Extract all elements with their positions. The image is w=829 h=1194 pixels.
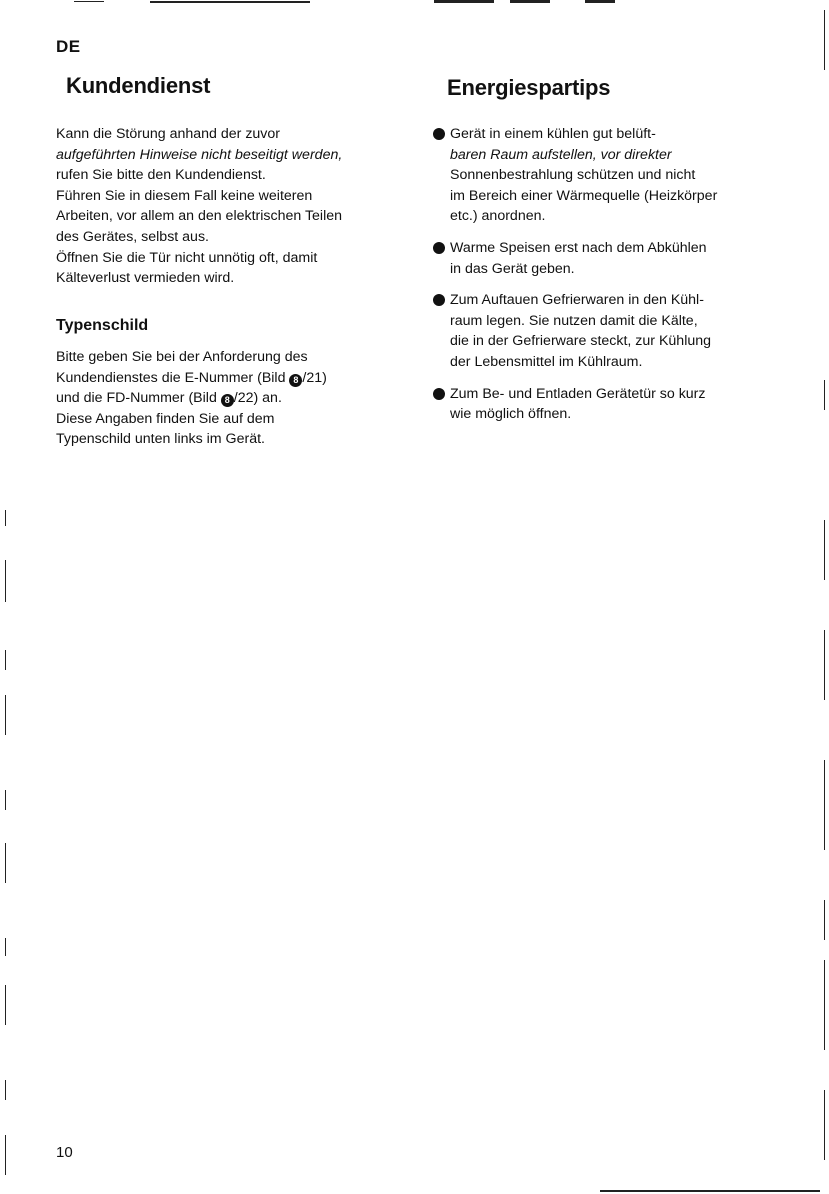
tip-line: Sonnenbestrahlung schützen und nicht: [450, 167, 696, 184]
top-rule-2: [150, 1, 310, 3]
list-item: [433, 238, 783, 279]
figure-reference-number: 8: [221, 394, 234, 407]
tip-line: raum legen. Sie nutzen damit die Kälte,: [450, 312, 698, 329]
margin-mark: [5, 985, 6, 1025]
tip-line: in das Gerät geben.: [450, 260, 575, 277]
typeplate-line-text: Kundendienstes die E-Nummer (Bild: [56, 369, 290, 386]
tip-line: der Lebensmittel im Kühlraum.: [450, 353, 643, 370]
bullet-icon: [433, 388, 445, 400]
service-line: Öffnen Sie die Tür nicht unnötig oft, damit: [56, 249, 318, 266]
service-line: Führen Sie in diesem Fall keine weiteren: [56, 187, 313, 204]
tip-line: im Bereich einer Wärmequelle (Heizkörper: [450, 187, 718, 204]
tip-line: etc.) anordnen.: [450, 208, 546, 225]
typeplate-ref-suffix: /21): [302, 369, 327, 386]
margin-mark: [824, 520, 825, 580]
service-line: Kann die Störung anhand der zuvor: [56, 126, 281, 142]
top-rule-1: [74, 1, 104, 2]
top-rule-3: [434, 0, 494, 3]
service-heading: Kundendienst: [66, 73, 211, 98]
bottom-rule: [600, 1190, 820, 1192]
tip-line: wie möglich öffnen.: [450, 406, 572, 423]
top-rule-4: [510, 0, 550, 3]
bullet-icon: [433, 128, 445, 140]
margin-mark: [824, 960, 825, 1050]
margin-mark: [5, 510, 6, 526]
typeplate-line: [56, 368, 406, 389]
service-intro: [56, 124, 406, 289]
margin-mark: [824, 760, 825, 850]
list-item: [433, 290, 783, 372]
typeplate-ref-suffix: /22) an.: [233, 390, 282, 407]
page-number: 10: [56, 1144, 73, 1161]
service-line: des Gerätes, selbst aus.: [56, 228, 209, 245]
bullet-icon: [433, 242, 445, 254]
bullet-icon: [433, 294, 445, 306]
margin-mark: [824, 900, 825, 940]
tip-line: baren Raum aufstellen, vor direkter: [450, 146, 672, 163]
margin-mark: [5, 1135, 6, 1175]
margin-mark: [5, 790, 6, 810]
typeplate-line: Typenschild unten links im Gerät.: [56, 431, 265, 448]
service-line: Kälteverlust vermieden wird.: [56, 270, 235, 287]
tip-line: Zum Auftauen Gefrierwaren in den Kühl-: [450, 292, 704, 309]
margin-mark: [824, 1090, 825, 1160]
margin-mark: [824, 10, 825, 70]
margin-mark: [824, 630, 825, 700]
tip-line: Warme Speisen erst nach dem Abkühlen: [450, 239, 707, 256]
list-item: [433, 384, 783, 425]
margin-mark: [5, 695, 6, 735]
margin-mark: [5, 938, 6, 956]
typeplate-line: Bitte geben Sie bei der Anforderung des: [56, 349, 308, 365]
margin-mark: [824, 380, 825, 410]
service-line: Arbeiten, vor allem an den elektrischen Teilen: [56, 208, 343, 225]
top-rule-5: [585, 0, 615, 3]
figure-reference-number: 8: [289, 374, 302, 387]
tip-line: die in der Gefrierware steckt, zur Kühlung: [450, 333, 712, 350]
margin-mark: [5, 1080, 6, 1100]
service-line: aufgeführten Hinweise nicht beseitigt werden,: [56, 146, 343, 163]
service-line: rufen Sie bitte den Kundendienst.: [56, 167, 266, 184]
energy-heading: Energiespartips: [447, 75, 611, 100]
typeplate-line: Diese Angaben finden Sie auf dem: [56, 410, 275, 427]
typeplate-line-text: und die FD-Nummer (Bild: [56, 390, 221, 407]
list-item: [433, 124, 783, 227]
typeplate-line: [56, 388, 406, 409]
margin-mark: [5, 560, 6, 602]
tip-line: Zum Be- und Entladen Gerätetür so kurz: [450, 385, 706, 402]
energy-tips-list: [433, 124, 783, 436]
typeplate-heading: Typenschild: [56, 317, 149, 334]
margin-mark: [5, 650, 6, 670]
margin-mark: [5, 843, 6, 883]
typeplate-text: [56, 347, 406, 450]
language-label: DE: [56, 37, 81, 56]
tip-line: Gerät in einem kühlen gut belüft-: [450, 126, 656, 142]
